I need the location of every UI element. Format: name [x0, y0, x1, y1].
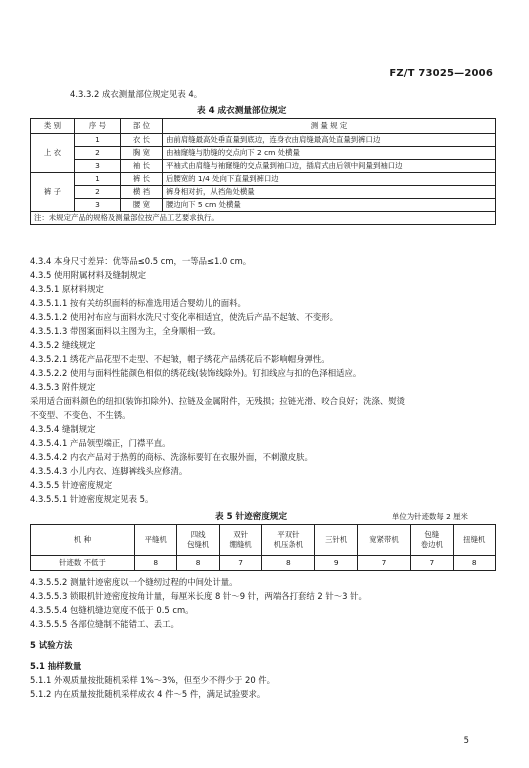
table4-cell-part: 胸 宽 [121, 147, 163, 160]
table4-header-row [31, 119, 496, 134]
table4-cell-rule: 后腰宽的 1/4 处向下直量到裤口边 [163, 173, 496, 186]
table5-unit: 单位为针迹数每 2 厘米 [392, 512, 468, 521]
page-number: 5 [463, 735, 469, 745]
table5-header: 包缝 卷边机 [411, 525, 453, 556]
table4-category-pants: 裤 子 [31, 173, 75, 212]
table-row [31, 186, 496, 199]
table-row [31, 147, 496, 160]
table4-header-category: 类 别 [31, 119, 75, 134]
table5-cell: 7 [219, 556, 261, 571]
table4-header-no: 序 号 [75, 119, 121, 134]
section-5-1-title: 5.1 抽样数量 [30, 661, 82, 671]
table4-cell-no: 3 [75, 160, 121, 173]
para: 4.3.5.2 缝线规定 [30, 340, 96, 350]
table4-cell-no: 3 [75, 199, 121, 212]
para-4-3-3-2: 4.3.3.2 成衣测量部位规定见表 4。 [70, 89, 203, 99]
table5-header: 扭缝机 [453, 525, 495, 556]
table4-cell-no: 1 [75, 134, 121, 147]
para: 4.3.5.2.1 绣花产品花型不走型、不起皱，帽子绣花产品绣花后不影响帽身弹性。 [30, 354, 330, 364]
table5-cell: 8 [262, 556, 315, 571]
table-row [31, 556, 496, 571]
table4-category-top: 上 衣 [31, 134, 75, 173]
table4-header-part: 部 位 [121, 119, 163, 134]
table5-cell: 9 [315, 556, 357, 571]
table5-cell: 7 [357, 556, 410, 571]
para: 不变型、不变色、不生锈。 [30, 410, 131, 420]
table-row [31, 199, 496, 212]
table5-cell: 8 [177, 556, 219, 571]
para: 4.3.5.1 原材料规定 [30, 284, 104, 294]
table4-note: 注：未规定产品的规格及测量部位按产品工艺要求执行。 [31, 212, 496, 225]
table4-header-rule: 测 量 规 定 [163, 119, 496, 134]
table5-header: 宽紧带机 [357, 525, 410, 556]
table4-cell-no: 1 [75, 173, 121, 186]
table5-cell: 8 [135, 556, 177, 571]
table4-cell-rule: 由前肩缝最高处垂直量到底边，连身衣由肩缝最高处直量到裤口边 [163, 134, 496, 147]
table-row [31, 160, 496, 173]
para: 4.3.5.4 缝制规定 [30, 424, 96, 434]
table5-cell: 8 [453, 556, 495, 571]
para: 4.3.5.2.2 使用与面料性能颜色相似的绣花线(装饰线除外)。钉扣线应与扣的色泽相适应。 [30, 368, 362, 378]
table4-cell-part: 裤 长 [121, 173, 163, 186]
table4-cell-part: 腰 宽 [121, 199, 163, 212]
table4-caption: 表 4 成衣测量部位规定 [197, 106, 287, 116]
para: 4.3.5.5.2 测量针迹密度以一个缝纫过程的中间处计量。 [30, 577, 238, 587]
table4-cell-no: 2 [75, 147, 121, 160]
para: 4.3.5.4.3 小儿内衣、连脚裤线头应修清。 [30, 466, 188, 476]
table4-cell-part: 袖 长 [121, 160, 163, 173]
table5-caption: 表 5 针迹密度规定 [215, 512, 288, 522]
table5-header-row [31, 525, 496, 556]
section-5-title: 5 试验方法 [30, 640, 73, 650]
table4-cell-no: 2 [75, 186, 121, 199]
table5-header: 三针机 [315, 525, 357, 556]
table5-row-label: 针迹数 不低于 [31, 556, 135, 571]
para: 4.3.5.4.2 内衣产品对于热剪的商标、洗涤标要钉在衣服外面，不刺激皮肤。 [30, 452, 313, 462]
standard-code: FZ/T 73025—2006 [389, 68, 493, 79]
table4 [30, 118, 496, 225]
para: 4.3.5 使用附属材料及缝制规定 [30, 270, 147, 280]
para: 4.3.4 本身尺寸差异：优等品≤0.5 cm，一等品≤1.0 cm。 [30, 256, 252, 266]
table5-header: 四线 包缝机 [177, 525, 219, 556]
table5-header: 双针 绷缝机 [219, 525, 261, 556]
para: 采用适合面料颜色的纽扣(装饰扣除外)、拉链及金属附件，无残损；拉链光滑、咬合良好；洗涤、熨烫 [30, 396, 406, 406]
table-row [31, 173, 496, 186]
para: 4.3.5.5.1 针迹密度规定见表 5。 [30, 494, 154, 504]
para: 4.3.5.4.1 产品领型端正，门襟平直。 [30, 438, 171, 448]
para: 5.1.2 内在质量按批随机采样成衣 4 件～5 件，满足试验要求。 [30, 689, 266, 699]
para: 4.3.5.3 附件规定 [30, 382, 96, 392]
table5 [30, 524, 496, 571]
para: 4.3.5.5.3 锁眼机针迹密度按角计量，每厘米长度 8 针～9 针，两端各打套结 2 针～3 针。 [30, 591, 367, 601]
table4-cell-rule: 平袖式由肩缝与袖窿缝的交点量到袖口边，插肩式由后领中间量到袖口边 [163, 160, 496, 173]
table4-cell-part: 衣 长 [121, 134, 163, 147]
table4-cell-rule: 由袖窿缝与肋缝的交点向下 2 cm 处横量 [163, 147, 496, 160]
table5-cell: 7 [411, 556, 453, 571]
para: 4.3.5.1.1 按有关纺织面料的标准选用适合婴幼儿的面料。 [30, 298, 246, 308]
table5-header: 平双针 机压条机 [262, 525, 315, 556]
para: 4.3.5.5.5 各部位缝制不能错工、丢工。 [30, 619, 179, 629]
table5-header-machine: 机 种 [31, 525, 135, 556]
para: 4.3.5.5 针迹密度规定 [30, 480, 113, 490]
para: 5.1.1 外观质量按批随机采样 1%～3%，但至少不得少于 20 件。 [30, 675, 276, 685]
table4-cell-rule: 腰边向下 5 cm 处横量 [163, 199, 496, 212]
para: 4.3.5.5.4 包缝机缝边宽度不低于 0.5 cm。 [30, 605, 194, 615]
table-row [31, 134, 496, 147]
para: 4.3.5.1.3 带图案面料以主图为主，全身顺相一致。 [30, 326, 221, 336]
table5-header: 平缝机 [135, 525, 177, 556]
table4-note-row [31, 212, 496, 225]
table4-cell-part: 横 裆 [121, 186, 163, 199]
table4-cell-rule: 裤身相对折，从裆角处横量 [163, 186, 496, 199]
para: 4.3.5.1.2 使用衬布应与面料水洗尺寸变化率相适宜，使洗后产品不起皱、不变形。 [30, 312, 338, 322]
